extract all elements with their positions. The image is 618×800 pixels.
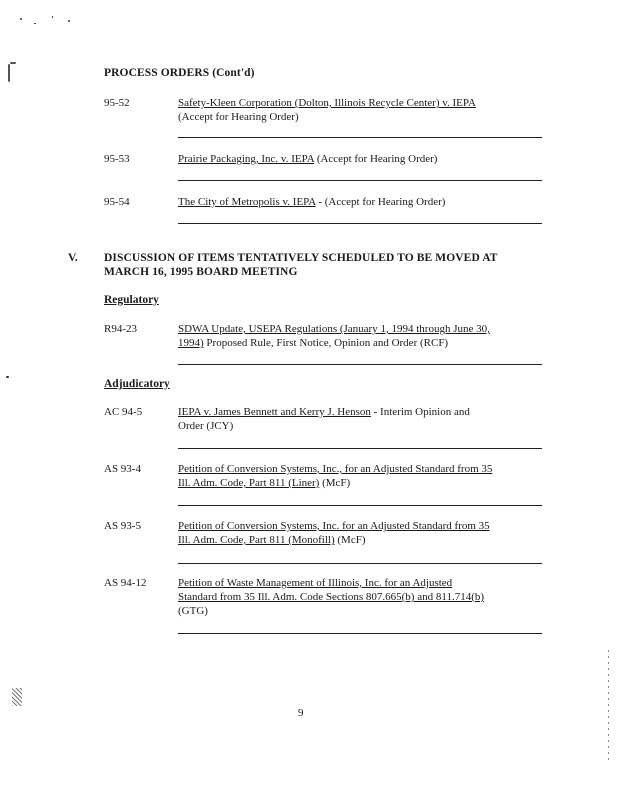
- case-entry: [178, 576, 548, 618]
- case-note: (McF): [337, 534, 366, 546]
- scan-speck: [20, 18, 22, 20]
- scan-speck: [8, 64, 10, 82]
- case-title-cont: Ill. Adm. Code, Part 811 (Monofill): [178, 534, 335, 546]
- case-title: SDWA Update, USEPA Regulations (January 1, 1994 through June 30,: [178, 323, 490, 335]
- docket-number: AS 93-5: [104, 520, 141, 532]
- case-note: (McF): [322, 477, 351, 489]
- page-heading: PROCESS ORDERS (Cont'd): [104, 67, 255, 79]
- case-note: - (Accept for Hearing Order): [318, 196, 446, 208]
- case-title: Petition of Waste Management of Illinois, Inc. for an Adjusted: [178, 577, 453, 589]
- divider-rule: [178, 180, 542, 181]
- scan-speck: [12, 688, 22, 706]
- case-title: The City of Metropolis v. IEPA: [178, 196, 316, 208]
- docket-number: R94-23: [104, 323, 137, 335]
- case-note: (GTG): [178, 605, 208, 617]
- case-entry: [178, 322, 548, 350]
- docket-number: AS 94-12: [104, 577, 147, 589]
- case-title: IEPA v. James Bennett and Kerry J. Henson: [178, 406, 371, 418]
- case-title: Safety-Kleen Corporation (Dolton, Illinois Recycle Center) v. IEPA: [178, 97, 476, 109]
- case-entry: [178, 195, 548, 209]
- scan-speck: [10, 62, 16, 64]
- section-title-line1: DISCUSSION OF ITEMS TENTATIVELY SCHEDULED TO BE MOVED AT: [104, 252, 498, 264]
- case-title-cont: Ill. Adm. Code, Part 811 (Liner): [178, 477, 320, 489]
- divider-rule: [178, 223, 542, 224]
- docket-number: 95-54: [104, 196, 130, 208]
- scan-speck: [52, 16, 53, 18]
- case-entry: [178, 462, 548, 490]
- case-entry: [178, 152, 548, 166]
- case-title-cont: Standard from 35 Ill. Adm. Code Sections 807.665(b) and 811.714(b): [178, 591, 485, 603]
- case-note: - Interim Opinion and: [373, 406, 470, 418]
- section-title-line2: MARCH 16, 1995 BOARD MEETING: [104, 266, 298, 278]
- divider-rule: [178, 137, 542, 138]
- case-title: Petition of Conversion Systems, Inc. for an Adjusted Standard from 35: [178, 520, 490, 532]
- scan-speck: [68, 20, 70, 22]
- case-note: (Accept for Hearing Order): [178, 111, 299, 123]
- divider-rule: [178, 448, 542, 449]
- docket-number: 95-52: [104, 97, 130, 109]
- divider-rule: [178, 505, 542, 506]
- page-number: 9: [298, 707, 304, 719]
- divider-rule: [178, 563, 542, 564]
- section-title: [104, 251, 544, 279]
- case-title: Prairie Packaging, Inc. v. IEPA: [178, 153, 315, 165]
- docket-number: AS 93-4: [104, 463, 141, 475]
- subsection-adjudicatory: Adjudicatory: [104, 378, 170, 390]
- docket-number: AC 94-5: [104, 406, 143, 418]
- case-note: Proposed Rule, First Notice, Opinion and Order (RCF): [206, 337, 449, 349]
- case-entry: [178, 405, 548, 433]
- case-title-cont: 1994): [178, 337, 204, 349]
- case-note-cont: Order (JCY): [178, 420, 234, 432]
- divider-rule: [178, 633, 542, 634]
- scan-speck: [608, 650, 609, 760]
- scan-speck: [6, 376, 9, 378]
- section-numeral: V.: [68, 252, 78, 264]
- case-entry: [178, 96, 548, 124]
- scan-speck: [34, 23, 36, 24]
- subsection-regulatory: Regulatory: [104, 294, 159, 306]
- case-title: Petition of Conversion Systems, Inc., for an Adjusted Standard from 35: [178, 463, 493, 475]
- case-entry: [178, 519, 548, 547]
- case-note: (Accept for Hearing Order): [316, 153, 438, 165]
- docket-number: 95-53: [104, 153, 130, 165]
- divider-rule: [178, 364, 542, 365]
